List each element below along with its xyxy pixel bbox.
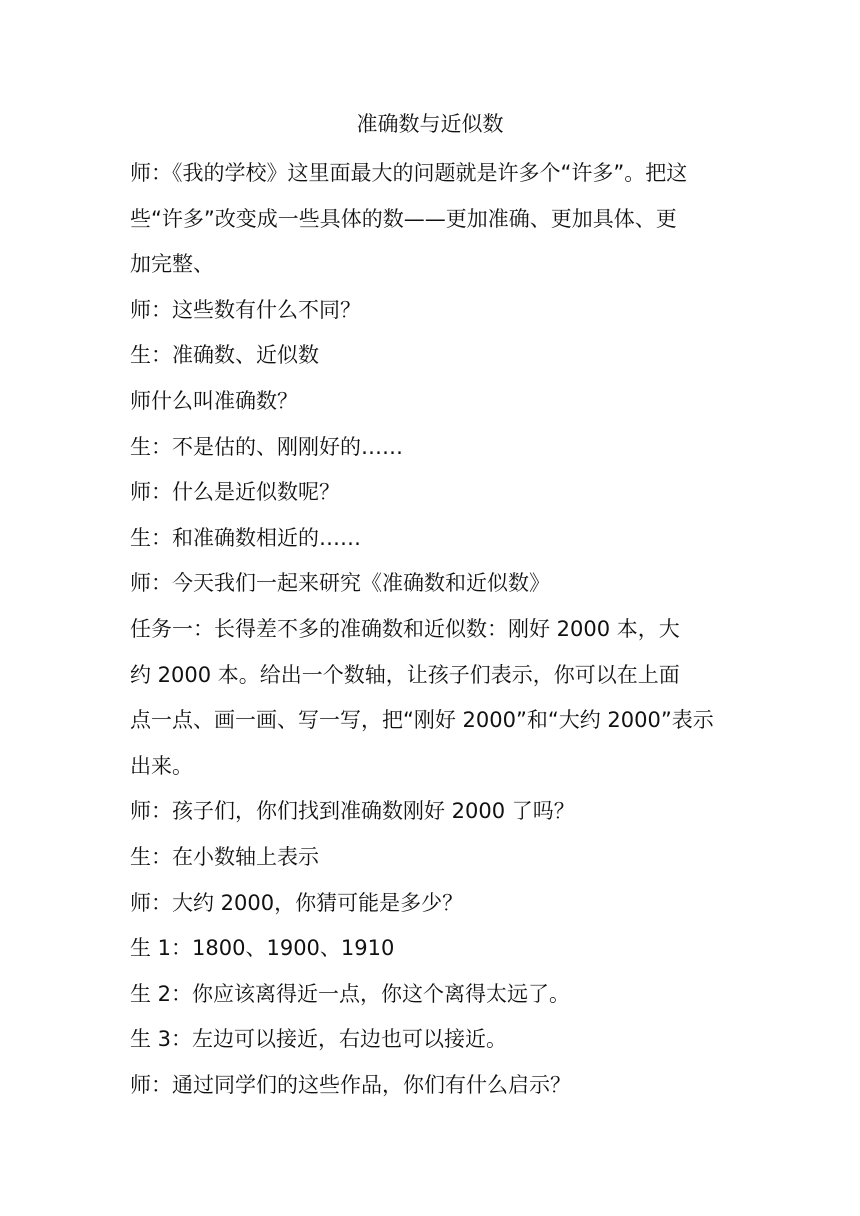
paragraph-line: 出来。: [130, 753, 193, 778]
paragraph-line: 师：大约 2000，你猜可能是多少？: [130, 890, 464, 915]
document-title: 准确数与近似数: [356, 112, 504, 136]
paragraph-line: 师：什么是近似数呢？: [130, 480, 340, 505]
paragraph-line: 些“许多”改变成一些具体的数——更加准确、更加具体、更: [130, 206, 677, 231]
paragraph-line: 点一点、画一画、写一写，把“刚好 2000”和“大约 2000”表示: [130, 708, 714, 733]
paragraph-line: 任务一：长得差不多的准确数和近似数：刚好 2000 本，大: [130, 616, 680, 641]
paragraph-line: 约 2000 本。给出一个数轴，让孩子们表示，你可以在上面: [130, 662, 680, 687]
paragraph-line: 生 2：你应该离得近一点，你这个离得太远了。: [130, 981, 571, 1006]
paragraph-line: 师：今天我们一起来研究《准确数和近似数》: [130, 571, 550, 596]
paragraph-line: 生：和准确数相近的……: [130, 525, 361, 550]
paragraph-line: 生：准确数、近似数: [130, 343, 319, 368]
paragraph-line: 生：不是估的、刚刚好的……: [130, 434, 403, 459]
document-body: [130, 151, 740, 1108]
paragraph-line: 师：通过同学们的这些作品，你们有什么启示？: [130, 1072, 571, 1097]
paragraph-line: 师：这些数有什么不同？: [130, 297, 361, 322]
paragraph-line: 师：《我的学校》这里面最大的问题就是许多个“许多”。把这: [130, 161, 688, 185]
paragraph-line: 师什么叫准确数？: [130, 388, 298, 413]
paragraph-line: 生 3：左边可以接近，右边也可以接近。: [130, 1027, 508, 1052]
paragraph-line: 加完整、: [130, 252, 214, 277]
paragraph-line: 生 1：1800、1900、1910: [130, 936, 395, 961]
paragraph-line: 生：在小数轴上表示: [130, 844, 319, 869]
paragraph-line: 师：孩子们，你们找到准确数刚好 2000 了吗？: [130, 799, 575, 824]
